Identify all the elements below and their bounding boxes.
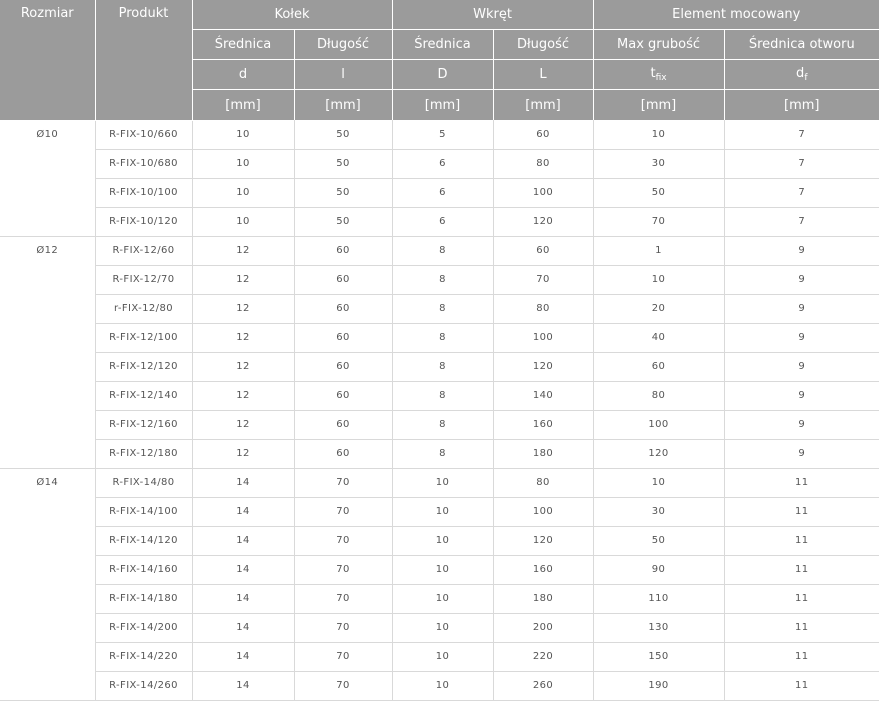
subheader-max-thickness: Max grubość: [593, 30, 724, 60]
max-thickness-cell: 50: [593, 178, 724, 207]
anchor-diameter-cell: 14: [192, 613, 294, 642]
max-thickness-cell: 90: [593, 555, 724, 584]
anchor-length-cell: 50: [294, 178, 392, 207]
hole-diameter-cell: 9: [724, 323, 879, 352]
hole-diameter-cell: 9: [724, 439, 879, 468]
anchor-diameter-cell: 14: [192, 526, 294, 555]
screw-diameter-cell: 8: [392, 352, 493, 381]
product-cell: R-FIX-10/660: [95, 120, 192, 149]
screw-length-cell: 80: [493, 294, 593, 323]
hole-diameter-cell: 9: [724, 410, 879, 439]
hole-diameter-cell: 11: [724, 642, 879, 671]
hole-diameter-cell: 11: [724, 468, 879, 497]
table-row: [0, 265, 879, 294]
max-thickness-cell: 10: [593, 265, 724, 294]
screw-length-cell: 160: [493, 555, 593, 584]
max-thickness-cell: 1: [593, 236, 724, 265]
table-row: [0, 410, 879, 439]
table-body: [0, 120, 879, 700]
hole-diameter-cell: 11: [724, 555, 879, 584]
subheader-hole-diameter: Średnica otworu: [724, 30, 879, 60]
screw-diameter-cell: 8: [392, 323, 493, 352]
anchor-diameter-cell: 12: [192, 439, 294, 468]
unit-cell: [mm]: [724, 90, 879, 121]
header-fixed-element: Element mocowany: [593, 0, 879, 30]
anchor-diameter-cell: 12: [192, 323, 294, 352]
anchor-diameter-cell: 10: [192, 149, 294, 178]
anchor-length-cell: 70: [294, 584, 392, 613]
hole-diameter-cell: 11: [724, 671, 879, 700]
hole-diameter-cell: 9: [724, 236, 879, 265]
screw-length-cell: 180: [493, 439, 593, 468]
product-cell: R-FIX-12/100: [95, 323, 192, 352]
anchor-length-cell: 70: [294, 526, 392, 555]
screw-length-cell: 120: [493, 352, 593, 381]
screw-length-cell: 180: [493, 584, 593, 613]
screw-length-cell: 220: [493, 642, 593, 671]
anchor-length-cell: 70: [294, 642, 392, 671]
anchor-length-cell: 60: [294, 265, 392, 294]
unit-cell: [mm]: [294, 90, 392, 121]
screw-length-cell: 80: [493, 149, 593, 178]
table-row: [0, 149, 879, 178]
screw-diameter-cell: 10: [392, 555, 493, 584]
subheader-screw-diameter: Średnica: [392, 30, 493, 60]
anchor-length-cell: 60: [294, 439, 392, 468]
product-cell: R-FIX-14/100: [95, 497, 192, 526]
table-row: [0, 323, 879, 352]
max-thickness-cell: 60: [593, 352, 724, 381]
anchor-length-cell: 50: [294, 120, 392, 149]
screw-diameter-cell: 6: [392, 149, 493, 178]
anchor-length-cell: 50: [294, 207, 392, 236]
subheader-screw-length: Długość: [493, 30, 593, 60]
table-row: [0, 381, 879, 410]
screw-length-cell: 200: [493, 613, 593, 642]
screw-diameter-cell: 6: [392, 178, 493, 207]
screw-length-cell: 160: [493, 410, 593, 439]
subheader-anchor-length: Długość: [294, 30, 392, 60]
anchor-diameter-cell: 10: [192, 178, 294, 207]
anchor-length-cell: 60: [294, 236, 392, 265]
max-thickness-cell: 130: [593, 613, 724, 642]
max-thickness-cell: 110: [593, 584, 724, 613]
screw-length-cell: 70: [493, 265, 593, 294]
table-row: [0, 352, 879, 381]
anchor-diameter-cell: 14: [192, 555, 294, 584]
screw-diameter-cell: 8: [392, 236, 493, 265]
table-row: [0, 439, 879, 468]
hole-diameter-cell: 11: [724, 497, 879, 526]
product-cell: R-FIX-12/140: [95, 381, 192, 410]
anchor-diameter-cell: 10: [192, 120, 294, 149]
anchor-diameter-cell: 10: [192, 207, 294, 236]
max-thickness-cell: 30: [593, 497, 724, 526]
hole-diameter-cell: 11: [724, 613, 879, 642]
table-row: [0, 584, 879, 613]
screw-diameter-cell: 5: [392, 120, 493, 149]
unit-cell: [mm]: [493, 90, 593, 121]
product-cell: R-FIX-14/220: [95, 642, 192, 671]
hole-diameter-cell: 9: [724, 352, 879, 381]
table-row: [0, 642, 879, 671]
screw-diameter-cell: 8: [392, 410, 493, 439]
anchor-length-cell: 60: [294, 323, 392, 352]
subheader-anchor-diameter: Średnica: [192, 30, 294, 60]
max-thickness-cell: 120: [593, 439, 724, 468]
size-cell: Ø10: [0, 120, 95, 236]
unit-cell: [mm]: [593, 90, 724, 121]
product-cell: R-FIX-14/200: [95, 613, 192, 642]
table-row: [0, 236, 879, 265]
product-cell: R-FIX-12/60: [95, 236, 192, 265]
screw-length-cell: 100: [493, 178, 593, 207]
anchor-length-cell: 50: [294, 149, 392, 178]
product-cell: R-FIX-14/160: [95, 555, 192, 584]
symbol-d: d: [192, 60, 294, 90]
screw-length-cell: 80: [493, 468, 593, 497]
anchor-diameter-cell: 14: [192, 468, 294, 497]
screw-diameter-cell: 10: [392, 642, 493, 671]
screw-diameter-cell: 6: [392, 207, 493, 236]
product-cell: R-FIX-12/160: [95, 410, 192, 439]
anchor-diameter-cell: 12: [192, 381, 294, 410]
anchor-diameter-cell: 14: [192, 584, 294, 613]
screw-length-cell: 140: [493, 381, 593, 410]
hole-diameter-cell: 11: [724, 584, 879, 613]
screw-length-cell: 260: [493, 671, 593, 700]
max-thickness-cell: 100: [593, 410, 724, 439]
product-cell: R-FIX-12/70: [95, 265, 192, 294]
anchor-length-cell: 70: [294, 497, 392, 526]
screw-diameter-cell: 10: [392, 526, 493, 555]
product-cell: R-FIX-14/80: [95, 468, 192, 497]
table-row: [0, 207, 879, 236]
anchor-length-cell: 70: [294, 671, 392, 700]
screw-length-cell: 120: [493, 526, 593, 555]
anchor-diameter-cell: 14: [192, 497, 294, 526]
header-size: Rozmiar: [0, 0, 95, 120]
table-row: [0, 468, 879, 497]
symbol-df: $d_f$: [724, 60, 879, 90]
max-thickness-cell: 20: [593, 294, 724, 323]
product-cell: R-FIX-10/100: [95, 178, 192, 207]
anchor-diameter-cell: 12: [192, 265, 294, 294]
anchor-diameter-cell: 14: [192, 642, 294, 671]
max-thickness-cell: 80: [593, 381, 724, 410]
product-cell: R-FIX-12/120: [95, 352, 192, 381]
product-cell: R-FIX-14/260: [95, 671, 192, 700]
anchor-diameter-cell: 12: [192, 236, 294, 265]
hole-diameter-cell: 7: [724, 207, 879, 236]
screw-length-cell: 100: [493, 497, 593, 526]
max-thickness-cell: 40: [593, 323, 724, 352]
screw-diameter-cell: 8: [392, 265, 493, 294]
product-cell: R-FIX-10/120: [95, 207, 192, 236]
screw-diameter-cell: 10: [392, 497, 493, 526]
screw-diameter-cell: 10: [392, 613, 493, 642]
max-thickness-cell: 30: [593, 149, 724, 178]
symbol-tfix: $t_{fix}$: [593, 60, 724, 90]
screw-diameter-cell: 8: [392, 294, 493, 323]
anchor-length-cell: 70: [294, 468, 392, 497]
anchor-length-cell: 70: [294, 555, 392, 584]
hole-diameter-cell: 7: [724, 178, 879, 207]
anchor-length-cell: 70: [294, 613, 392, 642]
screw-length-cell: 120: [493, 207, 593, 236]
table-row: [0, 671, 879, 700]
anchor-diameter-cell: 14: [192, 671, 294, 700]
symbol-D: D: [392, 60, 493, 90]
unit-cell: [mm]: [392, 90, 493, 121]
table-row: [0, 526, 879, 555]
screw-diameter-cell: 10: [392, 468, 493, 497]
hole-diameter-cell: 9: [724, 294, 879, 323]
anchor-length-cell: 60: [294, 381, 392, 410]
hole-diameter-cell: 9: [724, 265, 879, 294]
table-row: [0, 497, 879, 526]
symbol-L: L: [493, 60, 593, 90]
header-anchor: Kołek: [192, 0, 392, 30]
anchor-diameter-cell: 12: [192, 294, 294, 323]
screw-diameter-cell: 10: [392, 584, 493, 613]
product-cell: R-FIX-14/180: [95, 584, 192, 613]
product-cell: R-FIX-10/680: [95, 149, 192, 178]
anchor-length-cell: 60: [294, 352, 392, 381]
anchor-diameter-cell: 12: [192, 410, 294, 439]
hole-diameter-cell: 7: [724, 120, 879, 149]
symbol-l: l: [294, 60, 392, 90]
screw-length-cell: 100: [493, 323, 593, 352]
header-product: Produkt: [95, 0, 192, 120]
screw-diameter-cell: 8: [392, 439, 493, 468]
table-row: [0, 613, 879, 642]
unit-cell: [mm]: [192, 90, 294, 121]
max-thickness-cell: 70: [593, 207, 724, 236]
screw-length-cell: 60: [493, 236, 593, 265]
product-cell: R-FIX-14/120: [95, 526, 192, 555]
max-thickness-cell: 150: [593, 642, 724, 671]
hole-diameter-cell: 7: [724, 149, 879, 178]
table-row: [0, 555, 879, 584]
hole-diameter-cell: 9: [724, 381, 879, 410]
product-cell: r-FIX-12/80: [95, 294, 192, 323]
max-thickness-cell: 10: [593, 468, 724, 497]
size-cell: Ø14: [0, 468, 95, 700]
max-thickness-cell: 50: [593, 526, 724, 555]
max-thickness-cell: 10: [593, 120, 724, 149]
anchor-length-cell: 60: [294, 410, 392, 439]
table-row: [0, 294, 879, 323]
screw-diameter-cell: 10: [392, 671, 493, 700]
anchor-length-cell: 60: [294, 294, 392, 323]
table-row: [0, 178, 879, 207]
table-row: [0, 120, 879, 149]
screw-diameter-cell: 8: [392, 381, 493, 410]
max-thickness-cell: 190: [593, 671, 724, 700]
screw-length-cell: 60: [493, 120, 593, 149]
header-screw: Wkręt: [392, 0, 593, 30]
size-cell: Ø12: [0, 236, 95, 468]
anchor-diameter-cell: 12: [192, 352, 294, 381]
product-cell: R-FIX-12/180: [95, 439, 192, 468]
hole-diameter-cell: 11: [724, 526, 879, 555]
